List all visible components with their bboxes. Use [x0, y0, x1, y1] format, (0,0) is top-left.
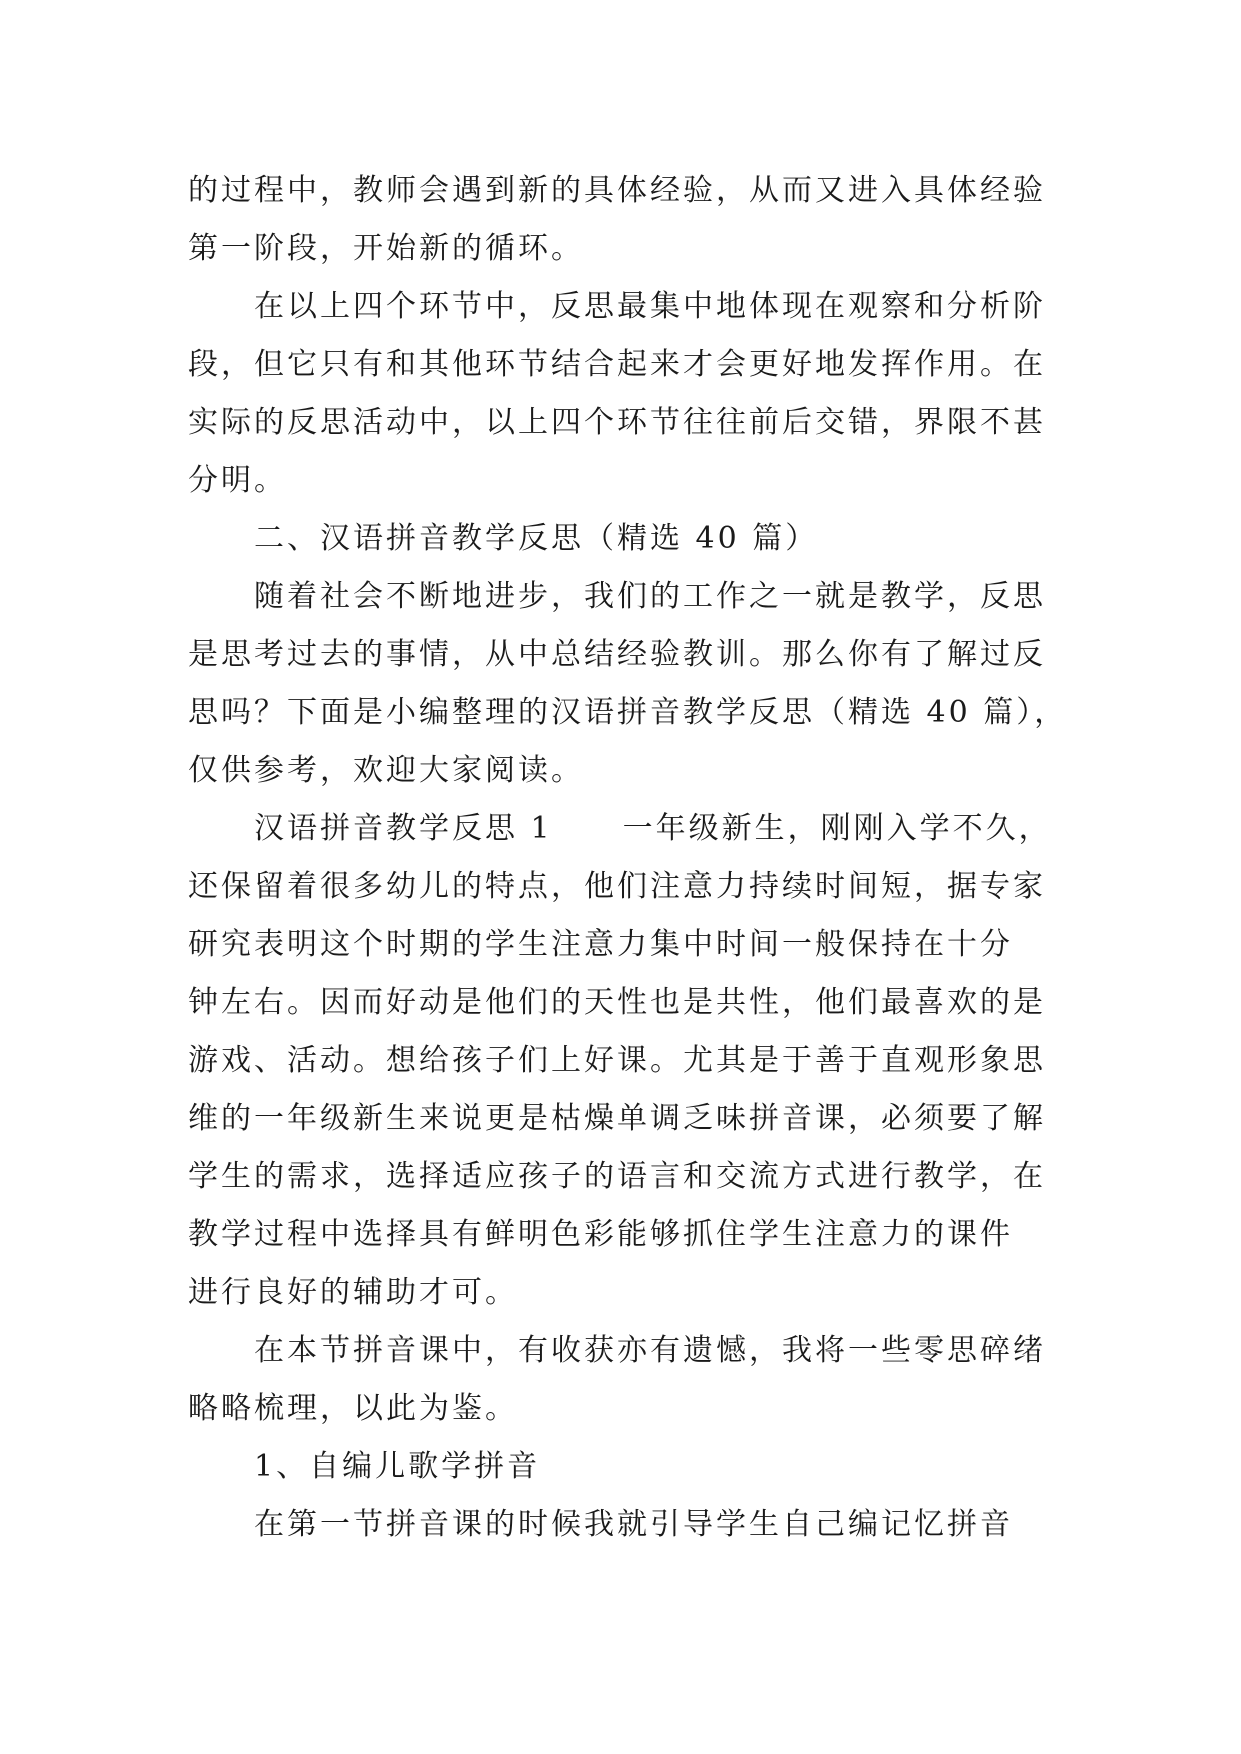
text-line: 第一阶段，开始新的循环。	[188, 231, 584, 266]
text-line: 研究表明这个时期的学生注意力集中时间一般保持在十分	[188, 927, 1013, 962]
list-heading: 1、自编儿歌学拼音	[254, 1449, 541, 1484]
text-line: 的过程中，教师会遇到新的具体经验，从而又进入具体经验	[188, 173, 1046, 208]
text-line: 分明。	[188, 463, 287, 498]
text-line: 在第一节拼音课的时候我就引导学生自己编记忆拼音	[254, 1507, 1013, 1542]
text-line: 仅供参考，欢迎大家阅读。	[188, 753, 584, 788]
text-line	[188, 800, 1054, 858]
body-text	[188, 162, 1068, 1554]
text-line-continuation: 一年级新生，刚刚入学不久，	[622, 811, 1052, 846]
text-line: 钟左右。因而好动是他们的天性也是共性，他们最喜欢的是	[188, 985, 1046, 1020]
text-line: 思吗？下面是小编整理的汉语拼音教学反思（精选 40 篇），	[188, 695, 1068, 730]
text-line: 是思考过去的事情，从中总结经验教训。那么你有了解过反	[188, 637, 1046, 672]
text-line: 随着社会不断地进步，我们的工作之一就是教学，反思	[254, 579, 1046, 614]
text-line: 略略梳理，以此为鉴。	[188, 1391, 518, 1426]
text-line: 在以上四个环节中，反思最集中地体现在观察和分析阶	[254, 289, 1046, 324]
text-line: 教学过程中选择具有鲜明色彩能够抓住学生注意力的课件	[188, 1217, 1013, 1252]
text-line: 维的一年级新生来说更是枯燥单调乏味拼音课，必须要了解	[188, 1101, 1046, 1136]
text-line: 还保留着很多幼儿的特点，他们注意力持续时间短，据专家	[188, 869, 1046, 904]
subsection-title: 汉语拼音教学反思 1	[254, 811, 553, 846]
text-line: 进行良好的辅助才可。	[188, 1275, 518, 1310]
text-line: 在本节拼音课中，有收获亦有遗憾，我将一些零思碎绪	[254, 1333, 1046, 1368]
section-heading: 二、汉语拼音教学反思（精选 40 篇）	[254, 521, 819, 556]
text-line: 学生的需求，选择适应孩子的语言和交流方式进行教学，在	[188, 1159, 1046, 1194]
text-line: 游戏、活动。想给孩子们上好课。尤其是于善于直观形象思	[188, 1043, 1046, 1078]
text-line: 实际的反思活动中，以上四个环节往往前后交错，界限不甚	[188, 405, 1046, 440]
text-line: 段，但它只有和其他环节结合起来才会更好地发挥作用。在	[188, 347, 1046, 382]
